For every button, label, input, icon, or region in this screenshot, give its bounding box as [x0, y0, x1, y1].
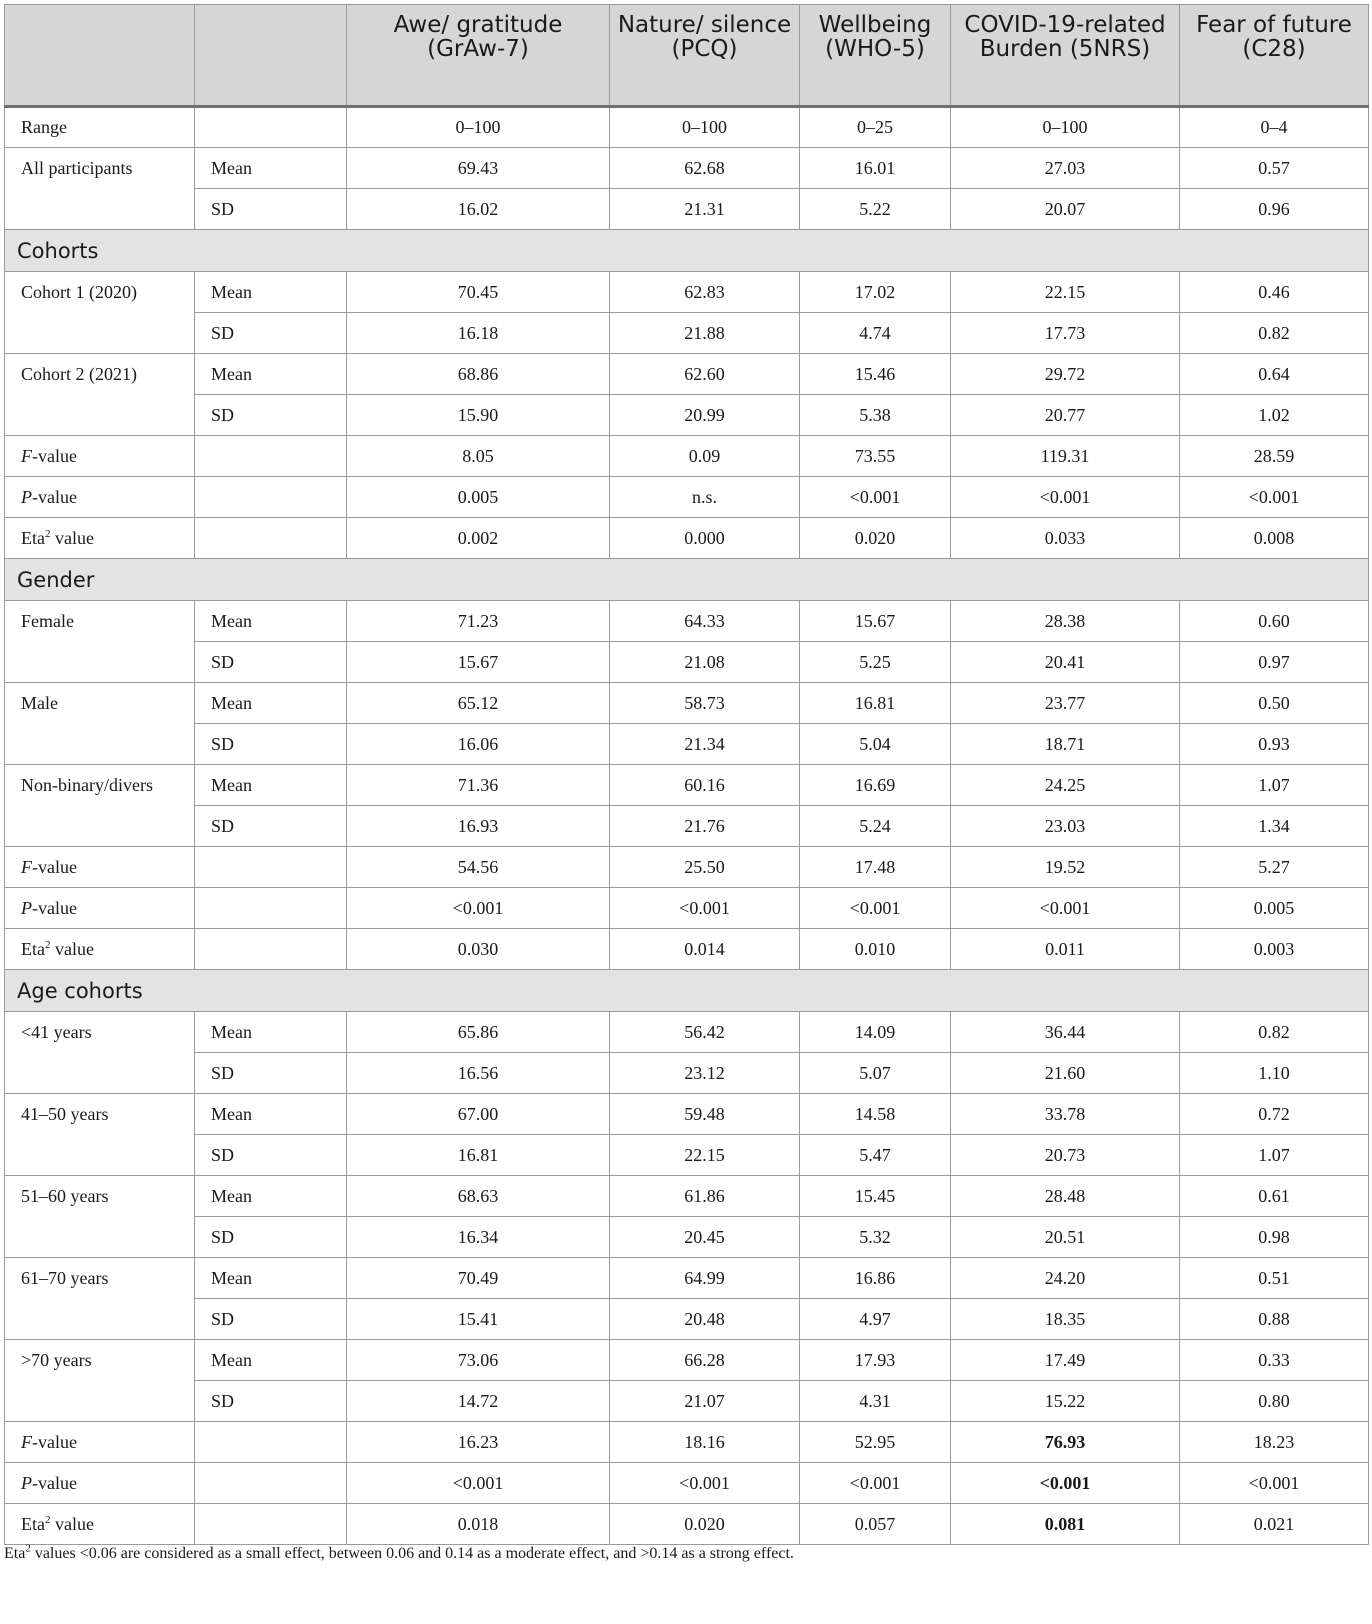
cell: 0.09 — [610, 436, 800, 477]
table-row — [5, 395, 1369, 436]
cell: 15.67 — [800, 601, 951, 642]
cell: 0.000 — [610, 518, 800, 559]
cell: 15.22 — [951, 1381, 1180, 1422]
cell: 16.06 — [347, 724, 610, 765]
table-row — [5, 1463, 1369, 1504]
cell: 23.03 — [951, 806, 1180, 847]
stat-label: SD — [195, 1299, 347, 1340]
cell: 0.005 — [347, 477, 610, 518]
cell: 20.77 — [951, 395, 1180, 436]
cell: 4.74 — [800, 313, 951, 354]
cell: <0.001 — [800, 1463, 951, 1504]
table-header — [5, 5, 1369, 107]
table-row — [5, 683, 1369, 724]
cell: <0.001 — [347, 888, 610, 929]
cell: 0.033 — [951, 518, 1180, 559]
cell: 1.07 — [1180, 1135, 1369, 1176]
cell: 21.08 — [610, 642, 800, 683]
table-row — [5, 1258, 1369, 1299]
stat-label — [195, 436, 347, 477]
cell: 0.021 — [1180, 1504, 1369, 1545]
cell: 16.23 — [347, 1422, 610, 1463]
cell: 18.35 — [951, 1299, 1180, 1340]
stat-label: Mean — [195, 1012, 347, 1053]
stat-label — [195, 847, 347, 888]
cell: 0.51 — [1180, 1258, 1369, 1299]
cell: 0.80 — [1180, 1381, 1369, 1422]
cell: 20.51 — [951, 1217, 1180, 1258]
row-label-f-value: F-value — [5, 847, 195, 888]
cell: 69.43 — [347, 148, 610, 189]
section-title-age-cohorts: Age cohorts — [5, 970, 1369, 1012]
cell: 16.81 — [800, 683, 951, 724]
cell: 20.45 — [610, 1217, 800, 1258]
cell: 0.46 — [1180, 272, 1369, 313]
cell: 8.05 — [347, 436, 610, 477]
stat-label: Mean — [195, 148, 347, 189]
cell: 67.00 — [347, 1094, 610, 1135]
stat-label — [195, 1504, 347, 1545]
cell: 33.78 — [951, 1094, 1180, 1135]
stat-label: Mean — [195, 1094, 347, 1135]
table-row — [5, 642, 1369, 683]
cell: 15.67 — [347, 642, 610, 683]
table-row — [5, 1340, 1369, 1381]
cell: 5.25 — [800, 642, 951, 683]
table-row — [5, 1012, 1369, 1053]
stat-label: SD — [195, 1217, 347, 1258]
cell: 28.59 — [1180, 436, 1369, 477]
cell: 16.02 — [347, 189, 610, 230]
table-row — [5, 189, 1369, 230]
row-label: 61–70 years — [5, 1258, 195, 1340]
cell: 0.98 — [1180, 1217, 1369, 1258]
stat-label — [195, 888, 347, 929]
cell: 18.23 — [1180, 1422, 1369, 1463]
cell: 36.44 — [951, 1012, 1180, 1053]
cell: 0.61 — [1180, 1176, 1369, 1217]
cell: 20.41 — [951, 642, 1180, 683]
stat-label: Mean — [195, 765, 347, 806]
cell: 62.68 — [610, 148, 800, 189]
cell: 16.69 — [800, 765, 951, 806]
table-row — [5, 148, 1369, 189]
table-row — [5, 929, 1369, 970]
cell: 5.04 — [800, 724, 951, 765]
cell: 17.73 — [951, 313, 1180, 354]
cell: 20.99 — [610, 395, 800, 436]
cell: 58.73 — [610, 683, 800, 724]
cell: 17.93 — [800, 1340, 951, 1381]
cell: 0.97 — [1180, 642, 1369, 683]
cell: 5.47 — [800, 1135, 951, 1176]
cell: <0.001 — [1180, 1463, 1369, 1504]
cell: 0.018 — [347, 1504, 610, 1545]
header-awe-gratitude: Awe/ gratitude (GrAw-7) — [347, 5, 610, 107]
cell: 0–100 — [610, 107, 800, 148]
cell: 16.01 — [800, 148, 951, 189]
cell: 73.55 — [800, 436, 951, 477]
cell: <0.001 — [1180, 477, 1369, 518]
cell: 0.005 — [1180, 888, 1369, 929]
table-row — [5, 724, 1369, 765]
cell: 19.52 — [951, 847, 1180, 888]
cell: 14.58 — [800, 1094, 951, 1135]
cell: 60.16 — [610, 765, 800, 806]
cell: 28.48 — [951, 1176, 1180, 1217]
cell: 20.73 — [951, 1135, 1180, 1176]
cell: 29.72 — [951, 354, 1180, 395]
cell: 15.90 — [347, 395, 610, 436]
table-row — [5, 1299, 1369, 1340]
cell: 23.77 — [951, 683, 1180, 724]
cell: 17.02 — [800, 272, 951, 313]
cell: 5.27 — [1180, 847, 1369, 888]
cell: <0.001 — [800, 888, 951, 929]
cell: 0.057 — [800, 1504, 951, 1545]
cell: 66.28 — [610, 1340, 800, 1381]
cell: 20.48 — [610, 1299, 800, 1340]
cell: 23.12 — [610, 1053, 800, 1094]
cell: 0.96 — [1180, 189, 1369, 230]
stat-label: Mean — [195, 272, 347, 313]
row-label: 51–60 years — [5, 1176, 195, 1258]
cell-bold: 0.081 — [951, 1504, 1180, 1545]
cell: 65.12 — [347, 683, 610, 724]
cell: 0.88 — [1180, 1299, 1369, 1340]
cell: 65.86 — [347, 1012, 610, 1053]
stat-label: Mean — [195, 1340, 347, 1381]
cell: 17.48 — [800, 847, 951, 888]
table-row — [5, 1217, 1369, 1258]
cell: 0.82 — [1180, 313, 1369, 354]
row-label: 41–50 years — [5, 1094, 195, 1176]
cell: 18.16 — [610, 1422, 800, 1463]
stat-label — [195, 477, 347, 518]
cell: 17.49 — [951, 1340, 1180, 1381]
stat-label: SD — [195, 1053, 347, 1094]
cell: 5.07 — [800, 1053, 951, 1094]
stat-label — [195, 929, 347, 970]
header-wellbeing: Wellbeing (WHO-5) — [800, 5, 951, 107]
stat-label: SD — [195, 395, 347, 436]
cell: 24.20 — [951, 1258, 1180, 1299]
table-row — [5, 806, 1369, 847]
cell: 21.34 — [610, 724, 800, 765]
cell: 4.31 — [800, 1381, 951, 1422]
cell: 15.45 — [800, 1176, 951, 1217]
cell: 0.57 — [1180, 148, 1369, 189]
table-row — [5, 1504, 1369, 1545]
header-covid-burden: COVID-19-related Burden (5NRS) — [951, 5, 1180, 107]
row-label-p-value: P-value — [5, 888, 195, 929]
cell: 0.60 — [1180, 601, 1369, 642]
table-row — [5, 107, 1369, 148]
row-label: Cohort 2 (2021) — [5, 354, 195, 436]
cell: 0.33 — [1180, 1340, 1369, 1381]
section-row — [5, 970, 1369, 1012]
row-label: Male — [5, 683, 195, 765]
stat-label — [195, 1422, 347, 1463]
stat-label: Mean — [195, 601, 347, 642]
cell: <0.001 — [951, 888, 1180, 929]
cell: 0.030 — [347, 929, 610, 970]
header-empty-1 — [5, 5, 195, 107]
section-title-cohorts: Cohorts — [5, 230, 1369, 272]
cell: 14.72 — [347, 1381, 610, 1422]
cell: <0.001 — [610, 1463, 800, 1504]
cell: 21.31 — [610, 189, 800, 230]
cell: 0–4 — [1180, 107, 1369, 148]
cell: 61.86 — [610, 1176, 800, 1217]
table-row — [5, 601, 1369, 642]
cell: 27.03 — [951, 148, 1180, 189]
cell: 0.020 — [610, 1504, 800, 1545]
cell: 70.49 — [347, 1258, 610, 1299]
cell: <0.001 — [347, 1463, 610, 1504]
cell: 28.38 — [951, 601, 1180, 642]
cell: 5.24 — [800, 806, 951, 847]
cell: 16.93 — [347, 806, 610, 847]
stat-label: SD — [195, 313, 347, 354]
cell: 70.45 — [347, 272, 610, 313]
table-row — [5, 765, 1369, 806]
cell: 18.71 — [951, 724, 1180, 765]
cell: 0.93 — [1180, 724, 1369, 765]
cell: <0.001 — [951, 477, 1180, 518]
row-label-f-value: F-value — [5, 436, 195, 477]
cell: 16.86 — [800, 1258, 951, 1299]
results-table — [4, 4, 1369, 1545]
cell: 24.25 — [951, 765, 1180, 806]
cell: 71.36 — [347, 765, 610, 806]
cell: 0.014 — [610, 929, 800, 970]
stat-label — [195, 518, 347, 559]
table-row — [5, 1094, 1369, 1135]
row-label: Range — [5, 107, 195, 148]
cell: 15.41 — [347, 1299, 610, 1340]
cell: 0–25 — [800, 107, 951, 148]
cell: 0–100 — [951, 107, 1180, 148]
table-row — [5, 1135, 1369, 1176]
row-label: All participants — [5, 148, 195, 230]
cell: 20.07 — [951, 189, 1180, 230]
cell: 68.63 — [347, 1176, 610, 1217]
cell: 0.020 — [800, 518, 951, 559]
stat-label: Mean — [195, 354, 347, 395]
cell: 1.02 — [1180, 395, 1369, 436]
table-row — [5, 1053, 1369, 1094]
stat-label: Mean — [195, 1176, 347, 1217]
stat-label: Mean — [195, 1258, 347, 1299]
cell: 21.60 — [951, 1053, 1180, 1094]
row-label-f-value: F-value — [5, 1422, 195, 1463]
cell: 0.003 — [1180, 929, 1369, 970]
cell: 15.46 — [800, 354, 951, 395]
table-container — [4, 4, 1368, 1545]
row-label: <41 years — [5, 1012, 195, 1094]
table-row — [5, 518, 1369, 559]
cell: 0.64 — [1180, 354, 1369, 395]
cell: 16.56 — [347, 1053, 610, 1094]
section-title-gender: Gender — [5, 559, 1369, 601]
cell: 0.010 — [800, 929, 951, 970]
stat-label: SD — [195, 1381, 347, 1422]
row-label-eta-value: Eta$^2$ value — [5, 929, 195, 970]
stat-label: SD — [195, 724, 347, 765]
cell: 22.15 — [951, 272, 1180, 313]
cell: 1.34 — [1180, 806, 1369, 847]
cell: 5.32 — [800, 1217, 951, 1258]
cell: 25.50 — [610, 847, 800, 888]
table-row — [5, 313, 1369, 354]
cell: 16.81 — [347, 1135, 610, 1176]
cell: 16.34 — [347, 1217, 610, 1258]
cell: 4.97 — [800, 1299, 951, 1340]
cell: 59.48 — [610, 1094, 800, 1135]
row-label-p-value: P-value — [5, 1463, 195, 1504]
table-row — [5, 477, 1369, 518]
stat-label: SD — [195, 806, 347, 847]
row-label-eta-value: Eta$^2$ value — [5, 1504, 195, 1545]
row-label: Female — [5, 601, 195, 683]
cell: 52.95 — [800, 1422, 951, 1463]
stat-label: SD — [195, 1135, 347, 1176]
table-row — [5, 847, 1369, 888]
cell: <0.001 — [800, 477, 951, 518]
cell: 62.60 — [610, 354, 800, 395]
cell: 119.31 — [951, 436, 1180, 477]
row-label: Non-binary/divers — [5, 765, 195, 847]
section-row — [5, 559, 1369, 601]
table-row — [5, 436, 1369, 477]
stat-label: SD — [195, 189, 347, 230]
cell: 56.42 — [610, 1012, 800, 1053]
cell: 0.82 — [1180, 1012, 1369, 1053]
header-fear-of-future: Fear of future (C28) — [1180, 5, 1369, 107]
cell: 0–100 — [347, 107, 610, 148]
cell: 0.011 — [951, 929, 1180, 970]
header-nature-silence: Nature/ silence (PCQ) — [610, 5, 800, 107]
table-row — [5, 888, 1369, 929]
table-footnote: Eta$^2$ values <0.06 are considered as a small effect, between 0.06 and 0.14 as a moderate effect, and >0.14 as a strong effect. — [4, 1542, 794, 1562]
cell: 21.76 — [610, 806, 800, 847]
cell: 21.07 — [610, 1381, 800, 1422]
stat-label: SD — [195, 642, 347, 683]
table-row — [5, 1381, 1369, 1422]
cell: 0.72 — [1180, 1094, 1369, 1135]
cell-bold: <0.001 — [951, 1463, 1180, 1504]
row-label: >70 years — [5, 1340, 195, 1422]
cell: 14.09 — [800, 1012, 951, 1053]
header-empty-2 — [195, 5, 347, 107]
cell: 0.008 — [1180, 518, 1369, 559]
stat-label: Mean — [195, 683, 347, 724]
cell: 0.50 — [1180, 683, 1369, 724]
table-body — [5, 107, 1369, 1545]
cell: 5.22 — [800, 189, 951, 230]
cell-bold: 76.93 — [951, 1422, 1180, 1463]
cell: 54.56 — [347, 847, 610, 888]
cell: 68.86 — [347, 354, 610, 395]
stat-label — [195, 107, 347, 148]
row-label-p-value: P-value — [5, 477, 195, 518]
table-row — [5, 1176, 1369, 1217]
cell: 73.06 — [347, 1340, 610, 1381]
cell: n.s. — [610, 477, 800, 518]
cell: 5.38 — [800, 395, 951, 436]
cell: 21.88 — [610, 313, 800, 354]
stat-label — [195, 1463, 347, 1504]
cell: 16.18 — [347, 313, 610, 354]
cell: 64.99 — [610, 1258, 800, 1299]
cell: 71.23 — [347, 601, 610, 642]
cell: 1.07 — [1180, 765, 1369, 806]
cell: 64.33 — [610, 601, 800, 642]
table-row — [5, 354, 1369, 395]
cell: 22.15 — [610, 1135, 800, 1176]
row-label: Cohort 1 (2020) — [5, 272, 195, 354]
cell: 62.83 — [610, 272, 800, 313]
cell: 1.10 — [1180, 1053, 1369, 1094]
cell: 0.002 — [347, 518, 610, 559]
row-label-eta-value: Eta$^2$ value — [5, 518, 195, 559]
section-row — [5, 230, 1369, 272]
table-row — [5, 1422, 1369, 1463]
cell: <0.001 — [610, 888, 800, 929]
table-row — [5, 272, 1369, 313]
